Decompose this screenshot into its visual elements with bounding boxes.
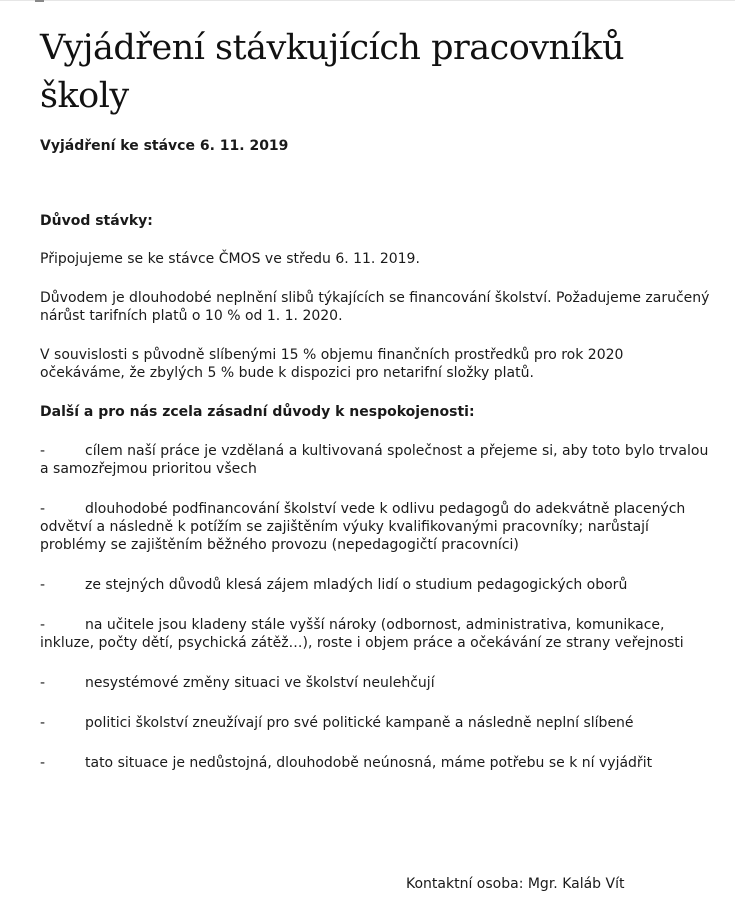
- list-item: [40, 754, 710, 772]
- list-item: [40, 674, 710, 692]
- paragraph-expectation: V souvislosti s původně slíbenými 15 % objemu finančních prostředků pro rok 2020 očekáváme, že zbylých 5 % bude k dispozici pro netarifní složky platů.: [40, 347, 624, 381]
- page-title: Vyjádření stávkujících pracovníků školy: [40, 28, 625, 116]
- list-dash: -: [40, 501, 46, 517]
- list-dash: -: [40, 577, 46, 593]
- paragraph-join-strike: Připojujeme se ke stávce ČMOS ve středu 6. 11. 2019.: [40, 251, 420, 267]
- list-item-text: dlouhodobé podfinancování školství vede k odlivu pedagogů do adekvátně placených odvětví a následně k potížím se zajištěním výuky kvalifikovanými pracovníky; narůstají problémy se zajištěním běžného provozu (nepedagogičtí pracovníci): [40, 501, 686, 553]
- list-dash: -: [40, 715, 46, 731]
- list-dash: -: [40, 443, 46, 459]
- list-item: [40, 500, 710, 554]
- list-item-text: cílem naší práce je vzdělaná a kultivovaná společnost a přejeme si, aby toto bylo trvalou a samozřejmou prioritou všech: [40, 443, 709, 477]
- list-item: [40, 576, 710, 594]
- document-page: [40, 24, 710, 772]
- list-item-text: ze stejných důvodů klesá zájem mladých lidí o studium pedagogických oborů: [85, 577, 628, 593]
- list-item: [40, 442, 710, 478]
- contact-person: Kontaktní osoba: Mgr. Kaláb Vít: [406, 876, 625, 892]
- list-dash: -: [40, 675, 46, 691]
- list-item-text: nesystémové změny situaci ve školství neulehčují: [85, 675, 435, 691]
- list-item-text: tato situace je nedůstojná, dlouhodobě neúnosná, máme potřebu se k ní vyjádřit: [85, 755, 653, 771]
- list-item-text: politici školství zneužívají pro své politické kampaně a následně neplní slíbené: [85, 715, 634, 731]
- list-item-text: na učitele jsou kladeny stále vyšší nároky (odbornost, administrativa, komunikace, inkluze, počty dětí, psychická zátěž…), roste i objem práce a očekávání ze strany veřejnosti: [40, 617, 684, 651]
- top-border: [0, 0, 735, 1]
- other-reasons-heading: Další a pro nás zcela zásadní důvody k nespokojenosti:: [40, 404, 475, 420]
- top-mark: [35, 0, 44, 2]
- list-dash: -: [40, 617, 46, 633]
- document-subtitle: Vyjádření ke stávce 6. 11. 2019: [40, 138, 289, 154]
- list-item: [40, 616, 710, 652]
- paragraph-reason: Důvodem je dlouhodobé neplnění slibů týkajících se financování školství. Požadujeme zaručený nárůst tarifních platů o 10 % od 1. 1. 2020.: [40, 290, 710, 324]
- reasons-list: [40, 442, 710, 772]
- reason-heading: Důvod stávky:: [40, 213, 153, 229]
- list-dash: -: [40, 755, 46, 771]
- list-item: [40, 714, 710, 732]
